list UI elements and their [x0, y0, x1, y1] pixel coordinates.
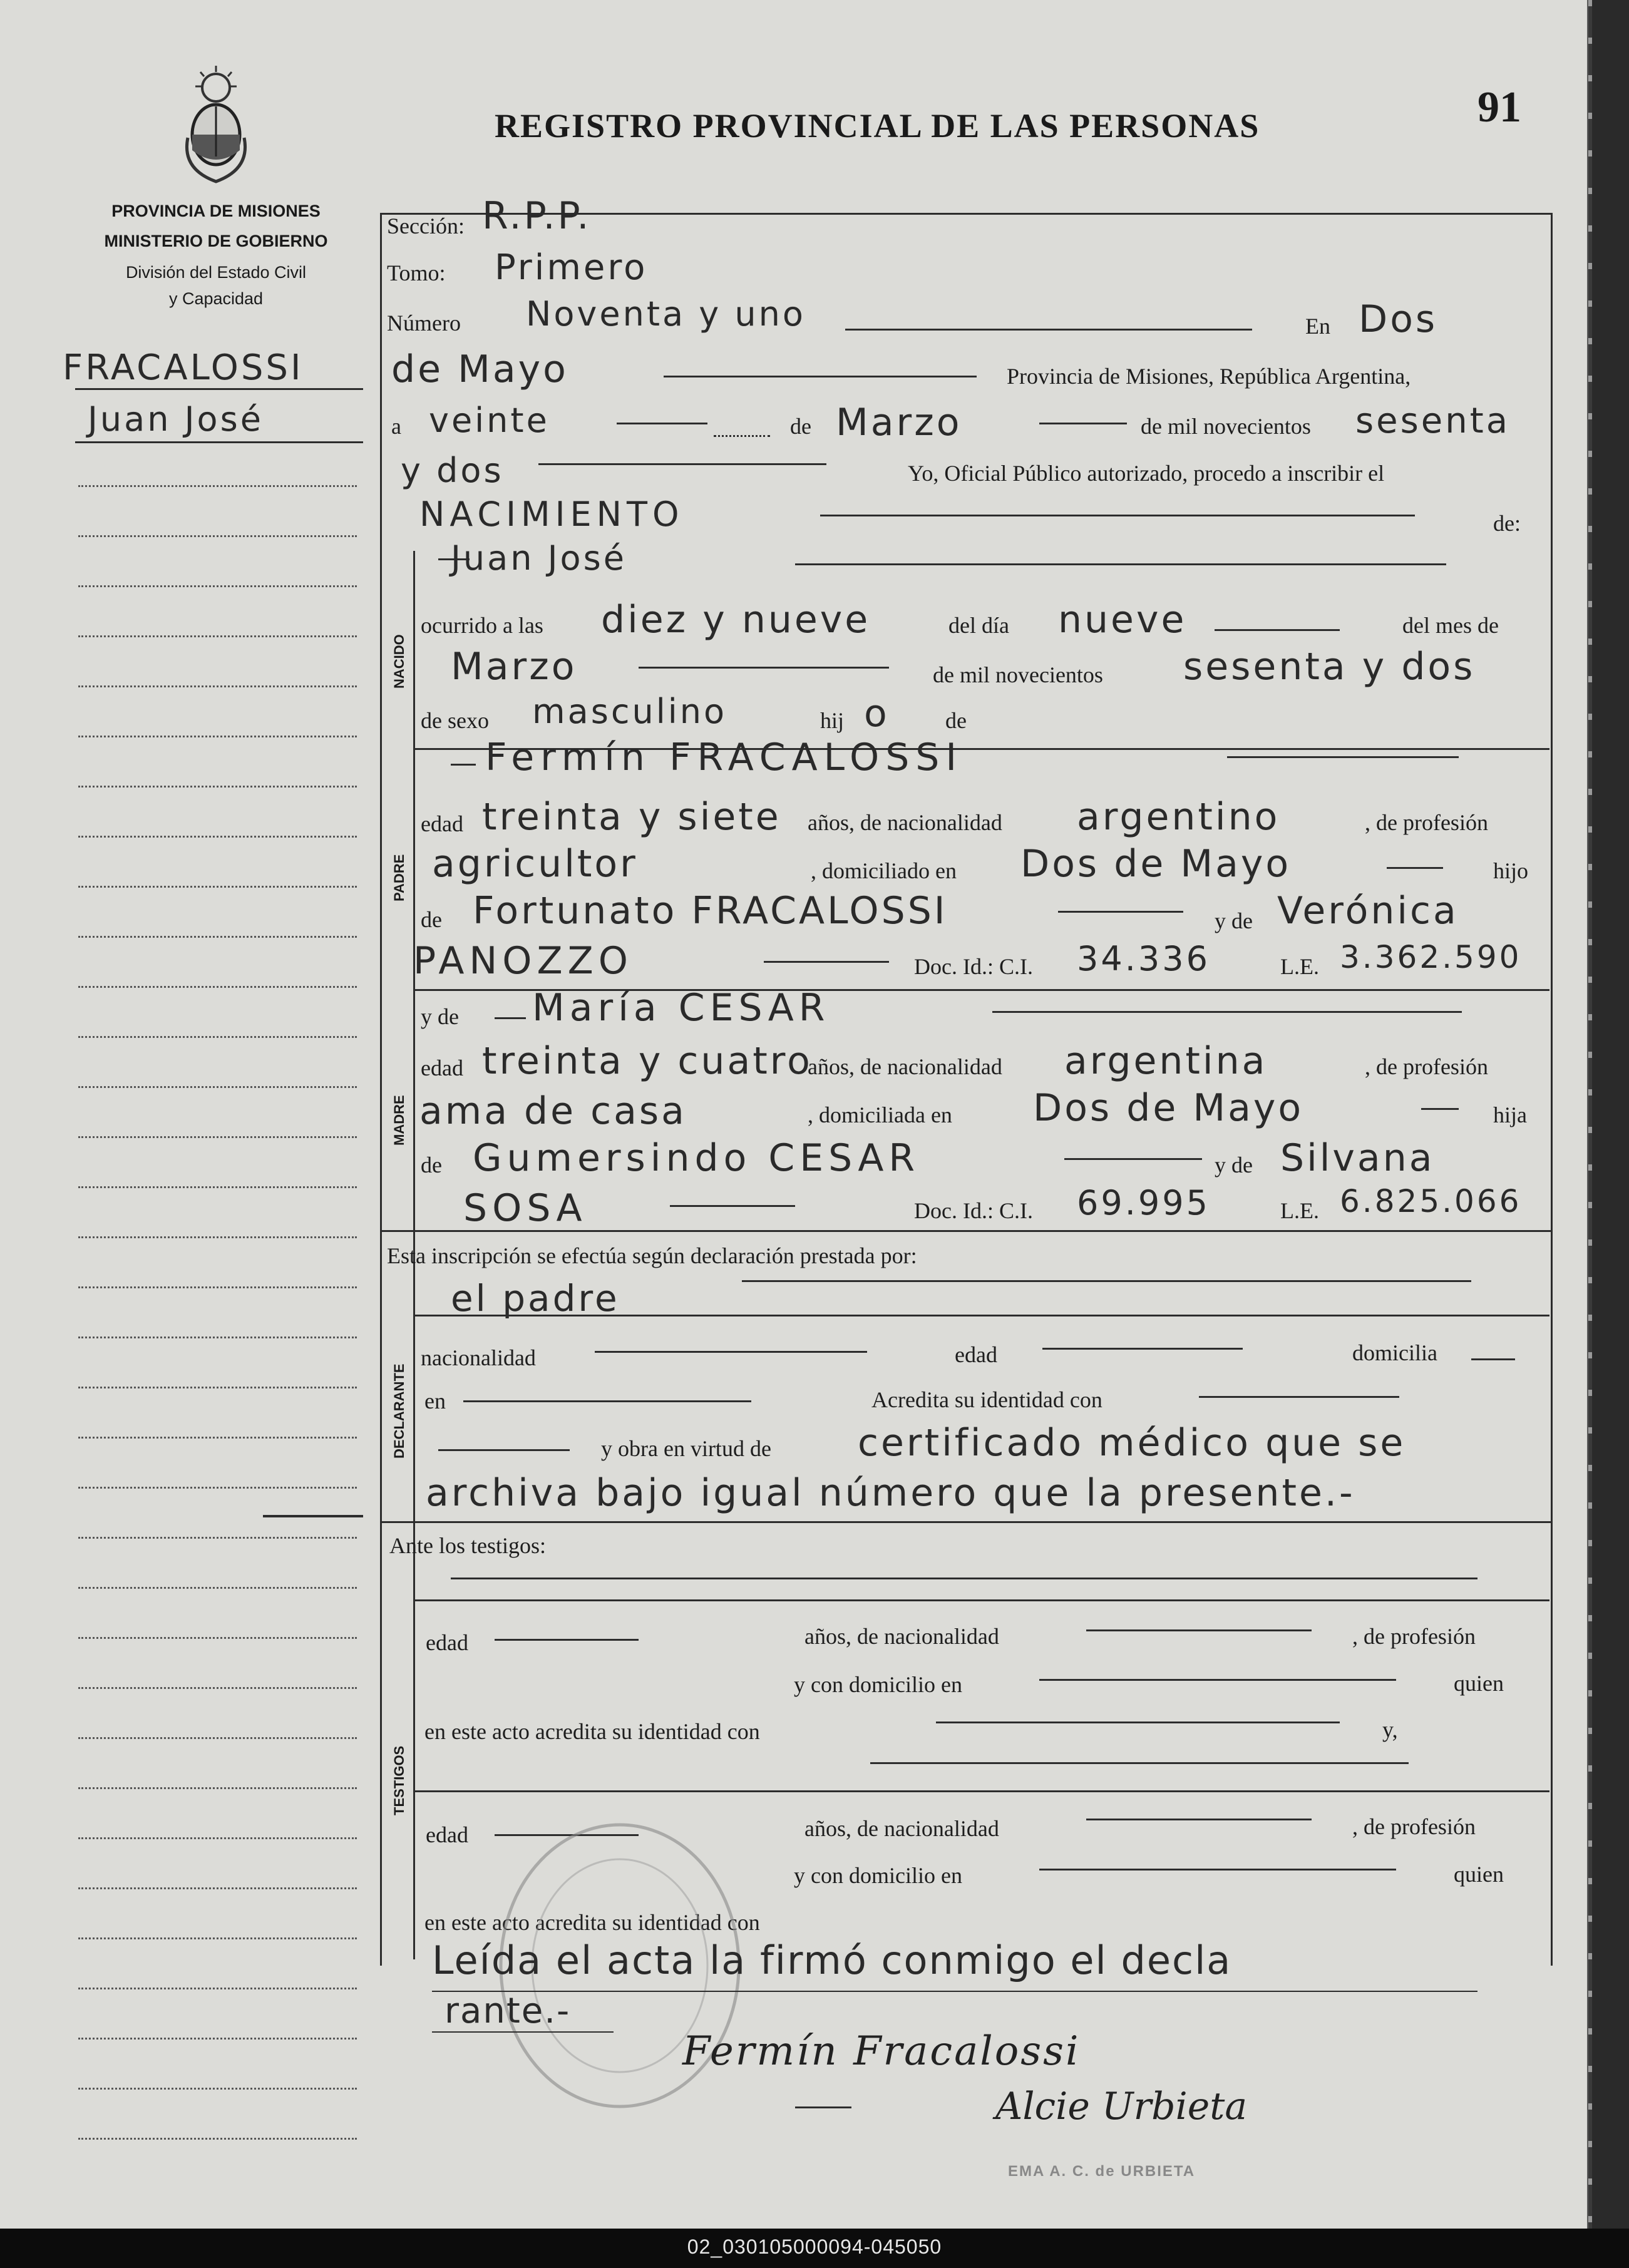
madre-de-text: de	[421, 1152, 442, 1178]
padre-mother-of-cont: PANOZZO	[413, 939, 633, 983]
madre-mother-of: Silvana	[1280, 1136, 1435, 1180]
testigos-intro: Ante los testigos:	[389, 1533, 546, 1558]
padre-le-text: L.E.	[1280, 954, 1319, 979]
oficial-text: Yo, Oficial Público autorizado, procedo a inscribir el	[908, 461, 1385, 486]
madre-prof-text: , de profesión	[1365, 1054, 1488, 1079]
madre-edad-text: edad	[421, 1055, 463, 1080]
coat-of-arms-icon	[182, 63, 250, 188]
act-type: NACIMIENTO	[419, 495, 684, 534]
en-value: Dos	[1359, 297, 1438, 341]
padre-father-of: Fortunato FRACALOSSI	[473, 889, 948, 933]
testigo2-edad-text: edad	[426, 1822, 468, 1847]
year-text: de mil novecientos	[1141, 414, 1311, 439]
sexo-text: de sexo	[421, 708, 489, 733]
page-number: 91	[1477, 83, 1521, 131]
madre-edad: treinta y cuatro	[482, 1039, 813, 1083]
padre-profesion: agricultor	[432, 842, 638, 886]
hij-suffix: o	[864, 692, 890, 736]
testigo1-edad-text: edad	[426, 1630, 468, 1655]
numero-value: Noventa y uno	[526, 294, 806, 334]
book-binding	[1591, 0, 1629, 2229]
page-title: REGISTRO PROVINCIAL DE LAS PERSONAS	[495, 107, 1260, 145]
closing-line-1: Leída el acta la firmó conmigo el decla	[432, 1937, 1232, 1983]
padre-edad-text: edad	[421, 811, 463, 836]
padre-ci: 34.336	[1077, 939, 1210, 978]
testigo1-y-text: y,	[1382, 1717, 1398, 1742]
testigo2-dom-text: y con domicilio en	[794, 1863, 962, 1888]
padre-hijo-text: hijo	[1493, 858, 1529, 883]
declarante-obra-cont: archiva bajo igual número que la presente.-	[426, 1471, 1355, 1515]
tomo-label: Tomo:	[387, 260, 446, 285]
madre-mother-of-cont: SOSA	[463, 1186, 587, 1230]
padre-label: PADRE	[391, 854, 407, 901]
declarante-edad-text: edad	[955, 1342, 997, 1367]
numero-label: Número	[387, 310, 461, 336]
testigo2-quien-text: quien	[1454, 1862, 1504, 1887]
month-value: Marzo	[836, 401, 962, 444]
declarante-obra-text: y obra en virtud de	[601, 1436, 771, 1461]
margin-surname: FRACALOSSI	[63, 347, 304, 388]
declarante-dom-text: domicilia	[1352, 1340, 1437, 1365]
padre-name: Fermín FRACALOSSI	[485, 736, 964, 779]
footer-filename: 02_030105000094-045050	[687, 2235, 942, 2258]
madre-y-de-text: y de	[421, 1004, 459, 1029]
madre-ci: 69.995	[1077, 1183, 1210, 1223]
madre-le: 6.825.066	[1340, 1183, 1522, 1219]
padre-y-de-text: y de	[1215, 908, 1253, 933]
padre-le: 3.362.590	[1340, 939, 1522, 975]
madre-nacionalidad: argentina	[1064, 1039, 1268, 1083]
padre-domicilio: Dos de Mayo	[1020, 842, 1292, 886]
sexo-value: masculino	[532, 692, 727, 731]
del-dia-text: del día	[948, 613, 1009, 638]
signature-official: Alcie Urbieta	[995, 2085, 1248, 2128]
header-division: División del Estado Civil	[125, 263, 307, 282]
del-mes-text: del mes de	[1402, 613, 1499, 638]
signature-declarant: Fermín Fracalossi	[682, 2028, 1081, 2075]
year-value: sesenta	[1355, 401, 1511, 441]
testigo1-prof-text: , de profesión	[1352, 1624, 1476, 1649]
madre-y-de2-text: y de	[1215, 1152, 1253, 1178]
header-ministry: MINISTERIO DE GOBIERNO	[104, 232, 328, 250]
padre-doc-text: Doc. Id.: C.I.	[914, 954, 1033, 979]
madre-name: María CESAR	[532, 986, 830, 1030]
nacido-de-text: de	[945, 708, 967, 733]
margin-given-name: Juan José	[88, 399, 264, 439]
madre-dom-text: , domiciliada en	[808, 1102, 952, 1127]
nacido-name: Juan José	[451, 538, 627, 578]
madre-hija-text: hija	[1493, 1102, 1527, 1127]
seccion-label: Sección:	[387, 213, 465, 239]
testigo1-quien-text: quien	[1454, 1671, 1504, 1696]
madre-nac-text: años, de nacionalidad	[808, 1054, 1002, 1079]
day-value: veinte	[429, 401, 550, 440]
madre-profesion: ama de casa	[419, 1089, 687, 1133]
header-province: PROVINCIA DE MISIONES	[111, 202, 321, 220]
padre-edad: treinta y siete	[482, 795, 781, 839]
madre-label: MADRE	[391, 1095, 407, 1146]
closing-line-2: rante.-	[445, 1991, 571, 2031]
padre-nacionalidad: argentino	[1077, 795, 1280, 839]
ocurrido-text: ocurrido a las	[421, 613, 543, 638]
declarante-nac-text: nacionalidad	[421, 1345, 536, 1370]
de-label: de	[790, 414, 811, 439]
madre-father-of: Gumersindo CESAR	[473, 1136, 920, 1180]
en-label: En	[1305, 314, 1330, 339]
padre-prof-text: , de profesión	[1365, 810, 1488, 835]
year-continuation: y dos	[401, 451, 504, 490]
declarante-who: el padre	[451, 1277, 620, 1320]
madre-le-text: L.E.	[1280, 1198, 1319, 1223]
nacido-label: NACIDO	[391, 634, 407, 689]
official-stamp: EMA A. C. de URBIETA	[1008, 2163, 1196, 2180]
testigo1-acredita-text: en este acto acredita su identidad con	[424, 1719, 760, 1744]
padre-dom-text: , domiciliado en	[811, 858, 957, 883]
birth-year-text: de mil novecientos	[933, 662, 1103, 687]
province-text: Provincia de Misiones, República Argentina,	[1007, 364, 1411, 389]
hij-text: hij	[820, 708, 845, 733]
padre-mother-of: Verónica	[1277, 889, 1459, 933]
testigo1-nac-text: años, de nacionalidad	[804, 1624, 999, 1649]
declarante-label: DECLARANTE	[391, 1363, 407, 1459]
birth-year: sesenta y dos	[1183, 645, 1476, 689]
declarante-intro: Esta inscripción se efectúa según declaración prestada por:	[387, 1243, 917, 1268]
tomo-value: Primero	[495, 247, 648, 288]
declarante-en-text: en	[424, 1388, 446, 1414]
testigos-label: TESTIGOS	[391, 1745, 407, 1815]
madre-domicilio: Dos de Mayo	[1033, 1086, 1304, 1130]
testigo1-dom-text: y con domicilio en	[794, 1672, 962, 1697]
birth-month: Marzo	[451, 645, 577, 689]
birth-day: nueve	[1058, 598, 1187, 642]
testigo2-nac-text: años, de nacionalidad	[804, 1816, 999, 1841]
padre-nac-text: años, de nacionalidad	[808, 810, 1002, 835]
madre-doc-text: Doc. Id.: C.I.	[914, 1198, 1033, 1223]
testigo2-prof-text: , de profesión	[1352, 1814, 1476, 1839]
testigo2-acredita-text: en este acto acredita su identidad con	[424, 1910, 760, 1935]
seccion-value: R.P.P.	[482, 194, 592, 238]
place-continuation: de Mayo	[391, 347, 568, 391]
a-label: a	[391, 414, 401, 439]
header-capacity: y Capacidad	[168, 289, 264, 308]
de-colon: de:	[1493, 511, 1521, 536]
declarante-acredita-text: Acredita su identidad con	[871, 1387, 1102, 1412]
birth-hour: diez y nueve	[601, 598, 871, 642]
declarante-obra-value: certificado médico que se	[858, 1421, 1406, 1465]
padre-de-text: de	[421, 907, 442, 932]
